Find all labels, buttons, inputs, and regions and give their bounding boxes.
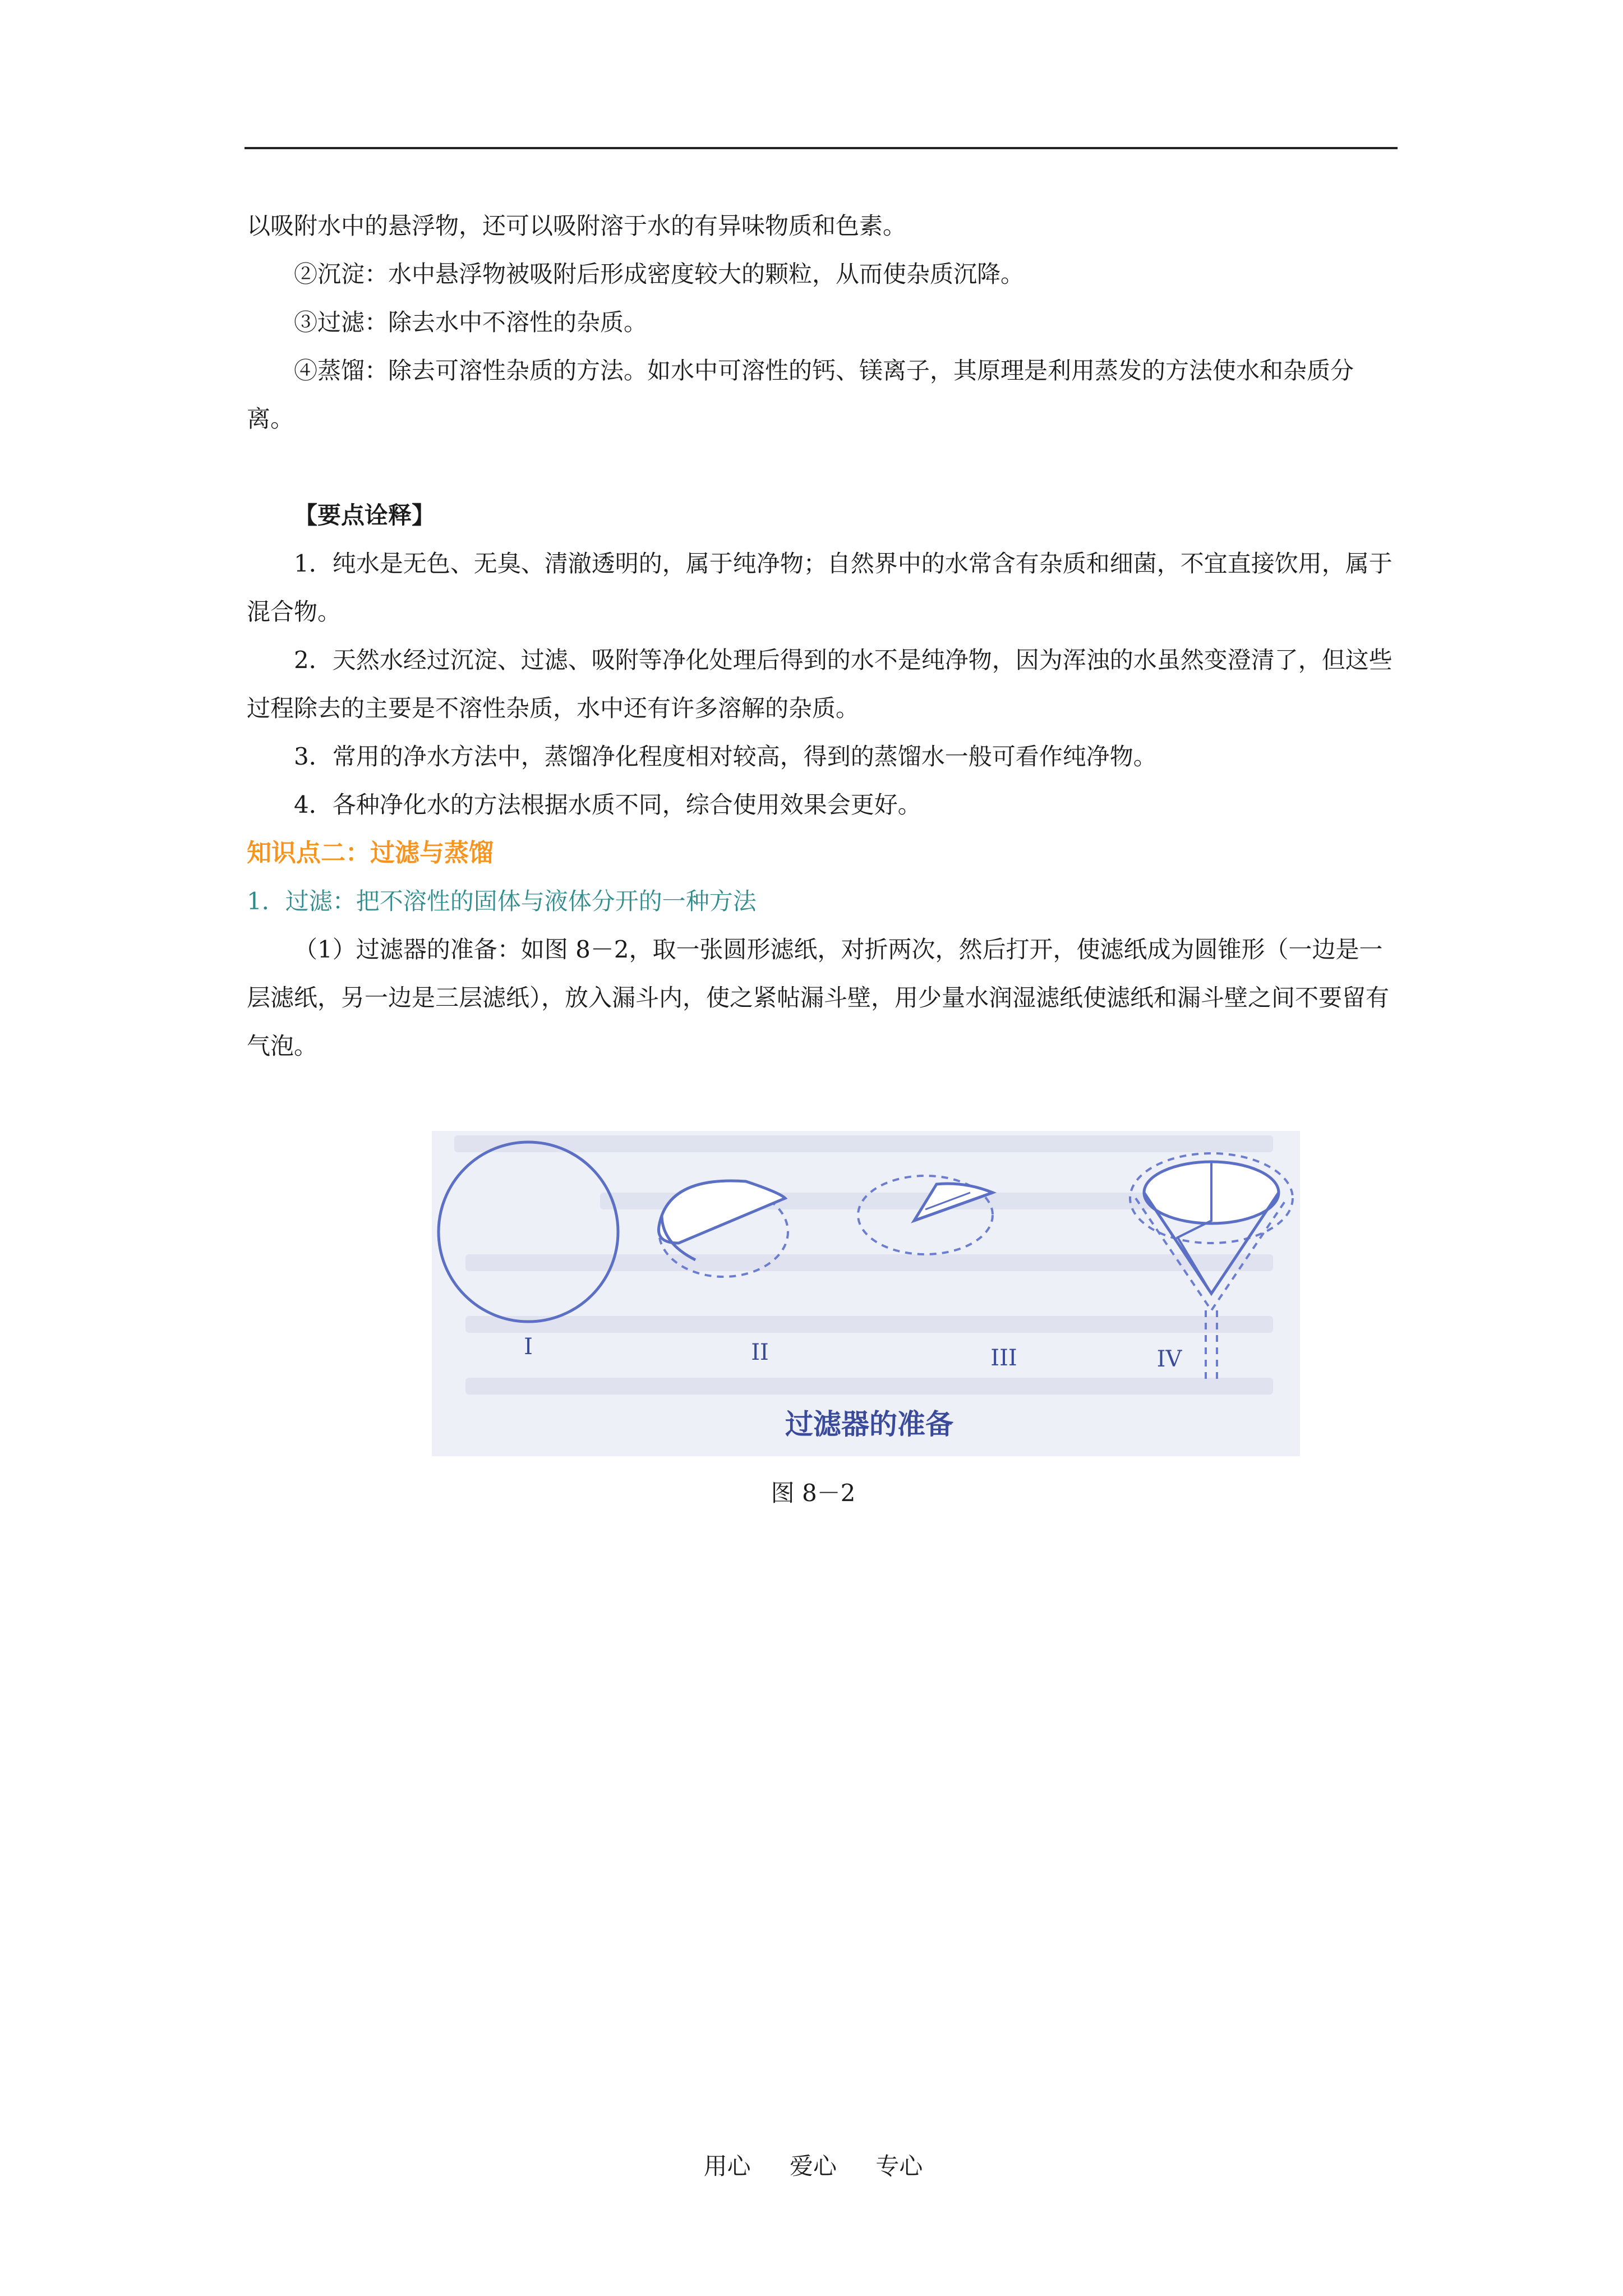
quarter-folded-paper-icon [858,1176,993,1254]
paragraph: 以吸附水中的悬浮物，还可以吸附溶于水的有异味物质和色素。 [247,212,907,240]
subsection-title: 1．过滤：把不溶性的固体与液体分开的一种方法 [247,887,757,915]
circle-filter-paper-icon [439,1142,618,1322]
filter-preparation-figure [432,1131,1300,1456]
figure-label-iii: III [990,1345,1017,1371]
figure-label-ii: II [751,1340,769,1365]
page-footer [617,2150,1009,2183]
header-rule [245,147,1398,149]
paragraph: ③过滤：除去水中不溶性的杂质。 [294,309,648,336]
paragraph: ②沉淀：水中悬浮物被吸附后形成密度较大的颗粒，从而使杂质沉降。 [294,260,1025,288]
figure-caption: 图 8－2 [771,1479,856,1507]
figure-label-iv: IV [1156,1346,1182,1372]
key-points-heading: 【要点诠释】 [294,501,436,529]
section-title: 知识点二：过滤与蒸馏 [247,839,494,867]
footer-item: 用心 [703,2152,751,2180]
paragraph: 3．常用的净水方法中，蒸馏净化程度相对较高，得到的蒸馏水一般可看作纯净物。 [294,743,1157,770]
paragraph: ④蒸馏：除去可溶性杂质的方法。如水中可溶性的钙、镁离子，其原理是利用蒸发的方法使水和杂质分离。 [247,357,1354,432]
paragraph: 1．纯水是无色、无臭、清澈透明的，属于纯净物；自然界中的水常含有杂质和细菌，不宜直接饮用，属于混合物。 [247,550,1393,625]
footer-item: 专心 [875,2152,923,2180]
figure-label-i: I [524,1334,533,1360]
footer-item: 爱心 [789,2152,837,2180]
paragraph: 2．天然水经过沉淀、过滤、吸附等净化处理后得到的水不是纯净物，因为浑浊的水虽然变澄清了，但这些过程除去的主要是不溶性杂质，水中还有许多溶解的杂质。 [247,646,1393,722]
document-body [247,202,1398,1070]
paragraph: 4．各种净化水的方法根据水质不同，综合使用效果会更好。 [294,791,921,818]
paragraph: （1）过滤器的准备：如图 8－2，取一张圆形滤纸，对折两次，然后打开，使滤纸成为圆锥形（一边是一层滤纸，另一边是三层滤纸），放入漏斗内，使之紧帖漏斗壁，用少量水润湿滤纸使滤纸和漏斗壁之间不要留有气泡。 [247,936,1390,1060]
figure-title: 过滤器的准备 [785,1408,953,1441]
